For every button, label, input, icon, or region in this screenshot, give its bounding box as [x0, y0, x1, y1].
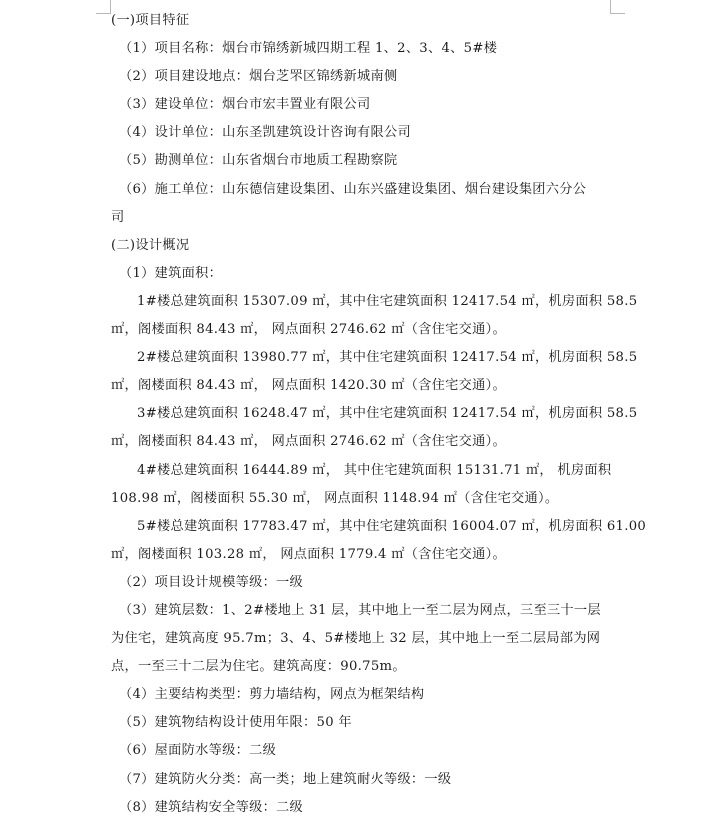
document-body: [111, 7, 647, 822]
section-heading-design-overview: (二)设计概况: [111, 237, 190, 253]
construction-unit: （3）建设单位：烟台市宏丰置业有限公司: [119, 97, 371, 113]
roof-waterproof-grade: （6）屋面防水等级：二级: [119, 743, 277, 759]
survey-unit: （5）勘测单位：山东省烟台市地质工程勘察院: [119, 153, 398, 169]
project-location: （2）项目建设地点：烟台芝罘区锦绣新城南侧: [119, 69, 398, 85]
building-2-area-continued: ㎡，阁楼面积 84.43 ㎡， 网点面积 1420.30 ㎡（含住宅交通）。: [111, 378, 506, 394]
building-5-area: 5#楼总建筑面积 17783.47 ㎡，其中住宅建筑面积 16004.07 ㎡，机房面积 61.00: [137, 518, 647, 534]
builder-unit: （6）施工单位：山东德信建设集团、山东兴盛建设集团、烟台建设集团六分公: [119, 181, 587, 197]
building-floors-continued-2: 点，一至三十二层为住宅。建筑高度：90.75m。: [111, 659, 406, 675]
building-floors-continued-1: 为住宅，建筑高度 95.7m；3、4、5#楼地上 32 层，其中地上一至二层局部为网: [111, 631, 601, 647]
page-corner-mark-left: [96, 0, 111, 14]
builder-unit-continued: 司: [111, 209, 125, 225]
building-4-area-continued: 108.98 ㎡，阁楼面积 55.30 ㎡， 网点面积 1148.94 ㎡（含住宅交通）。: [111, 490, 559, 506]
page-corner-mark-right: [610, 0, 625, 14]
building-5-area-continued: ㎡，阁楼面积 103.28 ㎡， 网点面积 1779.4 ㎡（含住宅交通）。: [111, 546, 506, 562]
building-area-heading: （1）建筑面积：: [119, 265, 223, 281]
building-1-area: 1#楼总建筑面积 15307.09 ㎡，其中住宅建筑面积 12417.54 ㎡，机房面积 58.5: [137, 293, 638, 309]
fire-protection-class: （7）建筑防火分类：高一类；地上建筑耐火等级：一级: [119, 771, 452, 787]
structure-type: （4）主要结构类型：剪力墙结构，网点为框架结构: [119, 687, 425, 703]
building-3-area: 3#楼总建筑面积 16248.47 ㎡，其中住宅建筑面积 12417.54 ㎡，机房面积 58.5: [137, 406, 638, 422]
structure-safety-grade: （8）建筑结构安全等级：二级: [119, 799, 304, 815]
building-floors: （3）建筑层数：1、2#楼地上 31 层，其中地上一至二层为网点，三至三十一层: [119, 602, 601, 618]
building-2-area: 2#楼总建筑面积 13980.77 ㎡，其中住宅建筑面积 12417.54 ㎡，机房面积 58.5: [137, 350, 638, 366]
design-scale-grade: （2）项目设计规模等级：一级: [119, 574, 304, 590]
building-1-area-continued: ㎡，阁楼面积 84.43 ㎡， 网点面积 2746.62 ㎡（含住宅交通）。: [111, 322, 506, 338]
section-heading-project-features: (一)项目特征: [111, 13, 190, 28]
building-3-area-continued: ㎡，阁楼面积 84.43 ㎡， 网点面积 2746.62 ㎡（含住宅交通）。: [111, 434, 506, 450]
building-4-area: 4#楼总建筑面积 16444.89 ㎡， 其中住宅建筑面积 15131.71 ㎡， 机房面积: [137, 462, 612, 478]
design-unit: （4）设计单位：山东圣凯建筑设计咨询有限公司: [119, 125, 411, 141]
project-name: （1）项目名称：烟台市锦绣新城四期工程 1、2、3、4、5#楼: [119, 41, 498, 57]
design-service-life: （5）建筑物结构设计使用年限：50 年: [119, 715, 352, 731]
